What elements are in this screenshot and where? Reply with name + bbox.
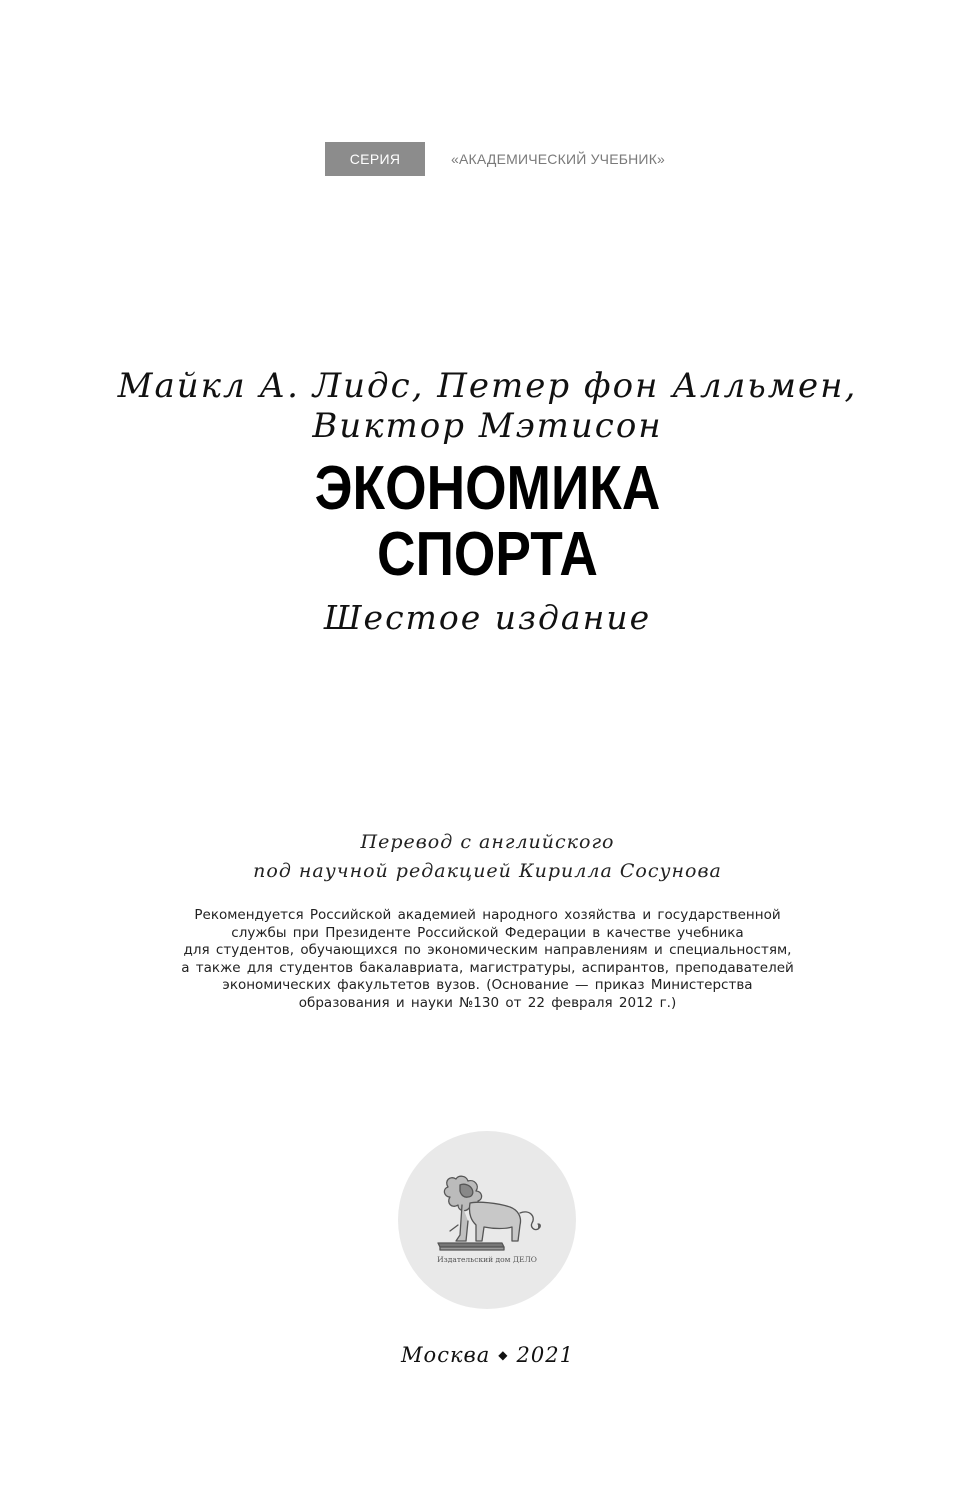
publisher-name: Издательский дом ДЕЛО xyxy=(437,1255,537,1264)
publisher-logo xyxy=(398,1131,576,1309)
recommendation-line: Рекомендуется Российской академией народного хозяйства и государственной xyxy=(194,907,781,923)
lion-icon xyxy=(398,1131,576,1309)
series-name: «АКАДЕМИЧЕСКИЙ УЧЕБНИК» xyxy=(451,151,666,167)
imprint-year: 2021 xyxy=(516,1343,574,1367)
recommendation-line: а также для студентов бакалавриата, магистратуры, аспирантов, преподавателей xyxy=(181,959,794,976)
authors-line-2: Виктор Мэтисон xyxy=(312,406,663,446)
edition: Шестое издание xyxy=(323,598,652,637)
translation-line-2: под научной редакцией Кирилла Сосунова xyxy=(253,860,722,882)
imprint-separator: ◆ xyxy=(498,1348,509,1362)
imprint-city: Москва xyxy=(401,1343,491,1367)
recommendation-line: экономических факультетов вузов. (Основание — приказ Министерства xyxy=(222,977,753,993)
book-title xyxy=(68,456,907,588)
imprint xyxy=(0,1340,975,1373)
recommendation-text xyxy=(0,907,975,1012)
authors xyxy=(0,366,975,446)
translation-credit xyxy=(0,828,975,886)
series-label: СЕРИЯ xyxy=(325,142,425,176)
title-line-2: СПОРТА xyxy=(377,520,598,589)
recommendation-line: службы при Президенте Российской Федерации в качестве учебника xyxy=(231,924,744,941)
title-line-1: ЭКОНОМИКА xyxy=(314,454,661,523)
series-bar xyxy=(325,142,665,176)
recommendation-line: для студентов, обучающихся по экономическим направлениям и специальностям, xyxy=(183,942,792,958)
recommendation-line: образования и науки №130 от 22 февраля 2012 г.) xyxy=(298,994,677,1011)
translation-line-1: Перевод с английского xyxy=(360,831,615,853)
authors-line-1: Майкл А. Лидс, Петер фон Алльмен, xyxy=(117,366,858,406)
